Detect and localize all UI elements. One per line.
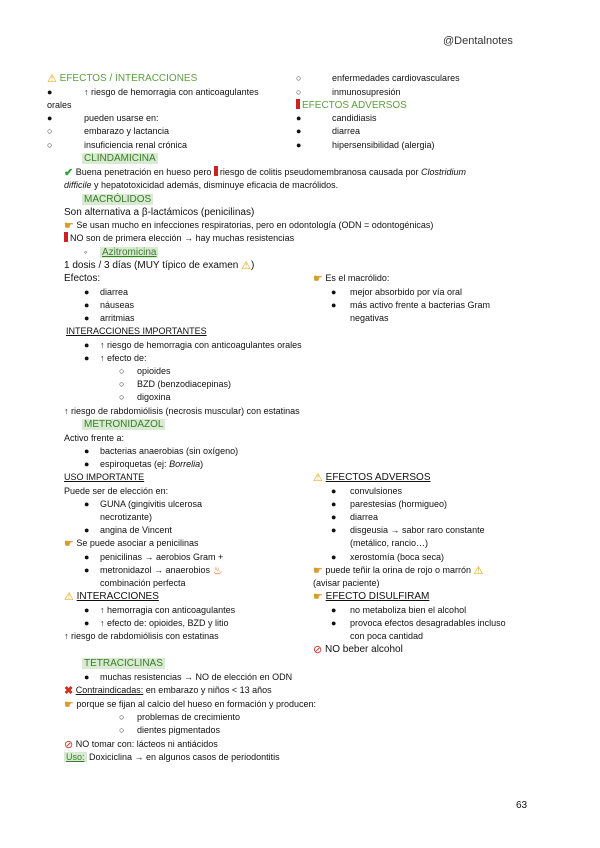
- bullet: ●: [331, 605, 337, 615]
- page-number: 63: [516, 800, 528, 811]
- porque-line: ☛ porque se fijan al calcio del hueso en formación y producen:: [64, 699, 317, 711]
- asociar-line: ☛ Se puede asociar a penicilinas: [64, 538, 199, 550]
- interacciones-heading: ⚠ INTERACCIONES: [64, 591, 159, 603]
- list-item: más activo frente a bacterias Gram: [350, 300, 491, 310]
- list-item: diarrea: [350, 512, 379, 522]
- no-entry-icon: ⊘: [313, 644, 323, 656]
- list-item: ↑ riesgo de hemorragia con anticoagulantes orales: [100, 340, 302, 350]
- bullet-hollow: ○: [119, 379, 125, 389]
- list-item: diarrea: [100, 287, 129, 297]
- list-item: metronidazol → anaerobios ♨: [100, 565, 223, 577]
- list-item: diarrea: [332, 126, 361, 136]
- list-item: hipersensibilidad (alergia): [332, 140, 435, 150]
- bullet: ●: [84, 605, 90, 615]
- list-item-continued: negativas: [350, 313, 389, 323]
- interacciones-importantes-heading: INTERACCIONES IMPORTANTES: [66, 326, 207, 336]
- list-item: enfermedades cardiovasculares: [332, 73, 460, 83]
- list-item-continued: necrotizante): [100, 512, 153, 522]
- bullet: ●: [296, 113, 302, 123]
- bullet: ●: [331, 300, 337, 310]
- orina-line-continued: (avisar paciente): [313, 578, 380, 588]
- list-item: espiroquetas (ej: Borrelia): [100, 459, 204, 469]
- bullet: ●: [84, 499, 90, 509]
- list-item-continued: con poca cantidad: [350, 631, 424, 641]
- list-item-continued: (metálico, rancio…): [350, 538, 429, 548]
- rabdomiolisis-line: ↑ riesgo de rabdomiólisis con estatinas: [64, 631, 219, 641]
- bullet: ●: [84, 446, 90, 456]
- efecto-disulfiram-heading: ☛ EFECTO DISULFIRAM: [313, 591, 430, 603]
- bullet: ●: [47, 87, 53, 97]
- bullet-hollow: ◦: [84, 247, 88, 257]
- list-item: BZD (benzodiacepinas): [137, 379, 232, 389]
- bullet: ●: [47, 113, 53, 123]
- contraindicadas-line: ✖ Contraindicadas: en embarazo y niños < 13 años: [64, 685, 272, 697]
- uso-line: Puede ser de elección en:: [64, 486, 169, 496]
- tetraciclinas-title: TETRACICLINAS: [84, 658, 163, 669]
- warning-icon: ⚠: [313, 472, 323, 484]
- efectos-adversos-heading: EFECTOS ADVERSOS: [296, 99, 407, 112]
- bullet: ●: [331, 552, 337, 562]
- pointing-hand-icon: ☛: [64, 220, 74, 232]
- orina-line: ☛ puede teñir la orina de rojo o marrón ⚠: [313, 565, 484, 577]
- macrolidos-title: MACRÓLIDOS: [84, 194, 152, 205]
- list-item: disgeusia → sabor raro constante: [350, 525, 485, 535]
- bullet: ●: [331, 287, 337, 297]
- metronidazol-title: METRONIDAZOL: [84, 419, 164, 430]
- uso-line: Uso: Doxiciclina → en algunos casos de periodontitis: [66, 752, 280, 762]
- rabdomiolisis-line: ↑ riesgo de rabdomiólisis (necrosis muscular) con estatinas: [64, 406, 300, 416]
- warning-icon: ⚠: [47, 73, 57, 85]
- bullet: ●: [84, 353, 90, 363]
- bullet: ●: [84, 340, 90, 350]
- clindamicina-title: CLINDAMICINA: [84, 153, 156, 164]
- bullet: ●: [331, 618, 337, 628]
- clindamicina-text-line2: difficile y hepatotoxicidad además, disminuye eficacia de macrólidos.: [64, 180, 339, 190]
- list-item: pueden usarse en:: [84, 113, 159, 123]
- list-item: angina de Vincent: [100, 525, 172, 535]
- list-item: problemas de crecimiento: [137, 712, 241, 722]
- bullet: ●: [84, 313, 90, 323]
- list-item: digoxina: [137, 392, 171, 402]
- list-item: embarazo y lactancia: [84, 126, 170, 136]
- list-item: inmunosupresión: [332, 87, 401, 97]
- warning-icon: ⚠: [473, 565, 484, 577]
- activo-frente-label: Activo frente a:: [64, 433, 125, 443]
- cross-icon: ✖: [64, 685, 74, 697]
- list-item: muchas resistencias → NO de elección en ODN: [100, 672, 293, 682]
- azitromicina-subtitle: Azitromicina: [102, 247, 157, 258]
- header-handle: @Dentalnotes: [443, 35, 513, 47]
- bullet-hollow: ○: [119, 712, 125, 722]
- bullet: ●: [84, 552, 90, 562]
- bullet: ●: [331, 512, 337, 522]
- pointing-hand-icon: ☛: [64, 699, 74, 711]
- list-item: opioides: [137, 366, 171, 376]
- list-item: parestesias (hormigueo): [350, 499, 448, 509]
- uso-importante-heading: USO IMPORTANTE: [64, 472, 145, 482]
- list-item: GUNA (gingivitis ulcerosa: [100, 499, 203, 509]
- list-item: dientes pigmentados: [137, 725, 221, 735]
- bullet-hollow: ○: [47, 140, 53, 150]
- no-beber-alcohol: ⊘ NO beber alcohol: [313, 644, 403, 656]
- bullet-hollow: ○: [47, 126, 53, 136]
- red-exclamation-icon: [296, 99, 300, 109]
- pointing-hand-icon: ☛: [313, 591, 323, 603]
- list-item: penicilinas → aerobios Gram +: [100, 552, 224, 562]
- list-item: provoca efectos desagradables incluso: [350, 618, 506, 628]
- bullet: ●: [84, 618, 90, 628]
- bullet: ●: [331, 486, 337, 496]
- bullet: ●: [84, 459, 90, 469]
- bullet: ●: [331, 499, 337, 509]
- list-item: mejor absorbido por vía oral: [350, 287, 463, 297]
- bullet: ●: [84, 300, 90, 310]
- bullet: ●: [84, 287, 90, 297]
- list-item: ↑ riesgo de hemorragia con anticoagulantes: [84, 87, 259, 97]
- bullet-hollow: ○: [119, 392, 125, 402]
- bullet: ●: [296, 140, 302, 150]
- list-item-continued: orales: [47, 100, 72, 110]
- bullet: ●: [296, 126, 302, 136]
- list-item: no metaboliza bien el alcohol: [350, 605, 467, 615]
- list-item: xerostomía (boca seca): [350, 552, 445, 562]
- list-item: ↑ efecto de:: [100, 353, 147, 363]
- list-item: candidiasis: [332, 113, 377, 123]
- efectos-interacciones-heading: ⚠ EFECTOS / INTERACCIONES: [47, 73, 198, 85]
- pointing-hand-icon: ☛: [313, 565, 323, 577]
- efectos-adversos-heading: ⚠ EFECTOS ADVERSOS: [313, 472, 431, 484]
- bullet: ●: [84, 565, 90, 575]
- pointing-hand-icon: ☛: [64, 538, 74, 550]
- red-exclamation-icon: [64, 232, 68, 242]
- es-el-macrolido: ☛ Es el macrólido:: [313, 273, 390, 285]
- list-item-continued: combinación perfecta: [100, 578, 186, 588]
- no-tomar-line: ⊘ NO tomar con: lácteos ni antiácidos: [64, 739, 218, 751]
- check-icon: ✔: [64, 167, 74, 179]
- macrolidos-line1: Son alternativa a β-lactámicos (penicilinas): [64, 207, 255, 218]
- list-item: bacterias anaerobias (sin oxígeno): [100, 446, 239, 456]
- bullet: ●: [331, 525, 337, 535]
- list-item: ↑ hemorragia con anticoagulantes: [100, 605, 236, 615]
- bullet: ●: [84, 672, 90, 682]
- list-item: ↑ efecto de: opioides, BZD y litio: [100, 618, 229, 628]
- bullet-hollow: ○: [119, 366, 125, 376]
- pointing-hand-icon: ☛: [313, 273, 323, 285]
- list-item: insuficiencia renal crónica: [84, 140, 188, 150]
- list-item: náuseas: [100, 300, 135, 310]
- fire-icon: ♨: [212, 565, 223, 577]
- azitromicina-dose: 1 dosis / 3 días (MUY típico de examen ⚠): [64, 260, 255, 272]
- macrolidos-line2: ☛ Se usan mucho en infecciones respiratorias, pero en odontología (ODN = odontogénicas): [64, 220, 434, 232]
- warning-icon: ⚠: [241, 260, 252, 272]
- bullet-hollow: ○: [119, 725, 125, 735]
- warning-icon: ⚠: [64, 591, 74, 603]
- bullet-hollow: ○: [296, 73, 302, 83]
- red-exclamation-icon: [214, 166, 218, 176]
- efectos-label: Efectos:: [64, 273, 101, 284]
- macrolidos-line3: NO son de primera elección → hay muchas resistencias: [64, 232, 294, 245]
- list-item: arritmias: [100, 313, 135, 323]
- bullet-hollow: ○: [296, 87, 302, 97]
- no-entry-icon: ⊘: [64, 739, 74, 751]
- bullet: ●: [84, 525, 90, 535]
- clindamicina-text-line1: ✔ Buena penetración en hueso pero riesgo de colitis pseudomembranosa causada por Clostridium: [64, 167, 467, 179]
- list-item: convulsiones: [350, 486, 403, 496]
